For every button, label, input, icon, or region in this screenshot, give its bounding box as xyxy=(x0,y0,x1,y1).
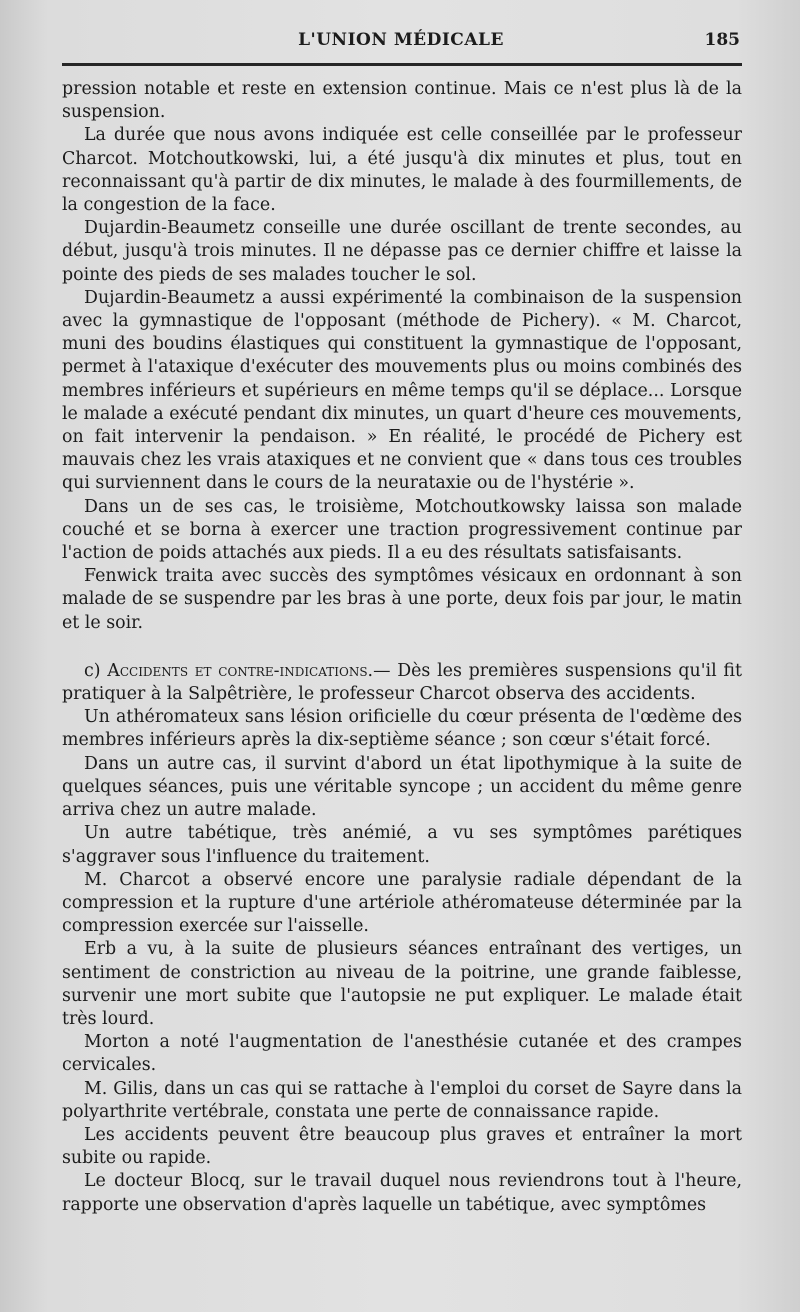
paragraph: M. Gilis, dans un cas qui se rattache à l'emploi du corset de Sayre dans la polyarthrite vertébrale, constata une perte de connaissance rapide. xyxy=(62,1078,742,1122)
paragraph: Un athéromateux sans lésion orificielle du cœur présenta de l'œdème des membres inférieurs après la dix-septième séance ; son cœur s'était forcé. xyxy=(62,707,742,751)
body-text xyxy=(62,78,742,1217)
paragraph: Les accidents peuvent être beaucoup plus graves et entraîner la mort subite ou rapide. xyxy=(62,1124,742,1169)
running-title: L'UNION MÉDICALE xyxy=(298,30,504,50)
page-number: 185 xyxy=(704,30,740,50)
paragraph: M. Charcot a observé encore une paralysie radiale dépendant de la compression et la rupture d'une artériole athéromateuse déterminée par la compression exercée sur l'aisselle. xyxy=(62,869,742,937)
section-label: c) xyxy=(84,660,101,681)
section-gap xyxy=(62,635,742,660)
paragraph: Dans un de ses cas, le troisième, Motchoutkowsky laissa son malade couché et se borna à exercer une traction progressivement continue par l'action de poids attachés aux pieds. Il a eu des résultats satisfaisants. xyxy=(62,496,742,564)
section-lead-text: — Dès les premières suspensions qu'il fit pratiquer à la Salpêtrière, le professeur Charcot observa des accidents. xyxy=(62,660,742,705)
paragraph: Morton a noté l'augmentation de l'anesthésie cutanée et des crampes cervicales. xyxy=(62,1032,742,1076)
paragraph: Fenwick traita avec succès des symptômes vésicaux en ordonnant à son malade de se suspendre par les bras à une porte, deux fois par jour, le matin et le soir. xyxy=(62,566,742,633)
paragraph: pression notable et reste en extension continue. Mais ce n'est plus là de la suspension. xyxy=(62,79,742,123)
section-heading-paragraph xyxy=(62,660,742,706)
section-heading: Accidents et contre-indications. xyxy=(107,660,374,681)
paragraph: Dujardin-Beaumetz conseille une durée oscillant de trente secondes, au début, jusqu'à trois minutes. Il ne dépasse pas ce dernier chiffre et laisse la pointe des pieds de ses malades toucher le sol. xyxy=(62,218,742,285)
page-header xyxy=(62,30,740,54)
paragraph: Le docteur Blocq, sur le travail duquel nous reviendrons tout à l'heure, rapporte une observation d'après laquelle un tabétique, avec symptômes xyxy=(62,1171,742,1215)
header-rule xyxy=(62,63,742,66)
paragraph: Dujardin-Beaumetz a aussi expérimenté la combinaison de la suspension avec la gymnastique de l'opposant (méthode de Pichery). « M. Charcot, muni des boudins élastiques qui constituent la gymnastique de l'opposant, permet à l'ataxique d'exécuter des mouvements plus ou moins combinés des membres inférieurs et supérieurs en même temps qu'il se déplace... Lorsque le malade a exécuté pendant dix minutes, un quart d'heure ces mouvements, on fait intervenir la pendaison. » En réalité, le procédé de Pichery est mauvais chez les vrais ataxiques et ne convient que « dans tous ces troubles qui surviennent dans le cours de la neurataxie ou de l'hystérie ». xyxy=(62,287,742,494)
paragraph: Erb a vu, à la suite de plusieurs séances entraînant des vertiges, un sentiment de constriction au niveau de la poitrine, une grande faiblesse, survenir une mort subite que l'autopsie ne put expliquer. Le malade était très lourd. xyxy=(62,939,742,1029)
paragraph: La durée que nous avons indiquée est celle conseillée par le professeur Charcot. Motchoutkowski, lui, a été jusqu'à dix minutes et plus, tout en reconnaissant qu'à partir de dix minutes, le malade à des fourmillements, de la congestion de la face. xyxy=(62,125,742,216)
paragraph: Un autre tabétique, très anémié, a vu ses symptômes parétiques s'aggraver sous l'influence du traitement. xyxy=(62,823,742,867)
paragraph: Dans un autre cas, il survint d'abord un état lipothymique à la suite de quelques séances, puis une véritable syncope ; un accident du même genre arriva chez un autre malade. xyxy=(62,753,742,821)
